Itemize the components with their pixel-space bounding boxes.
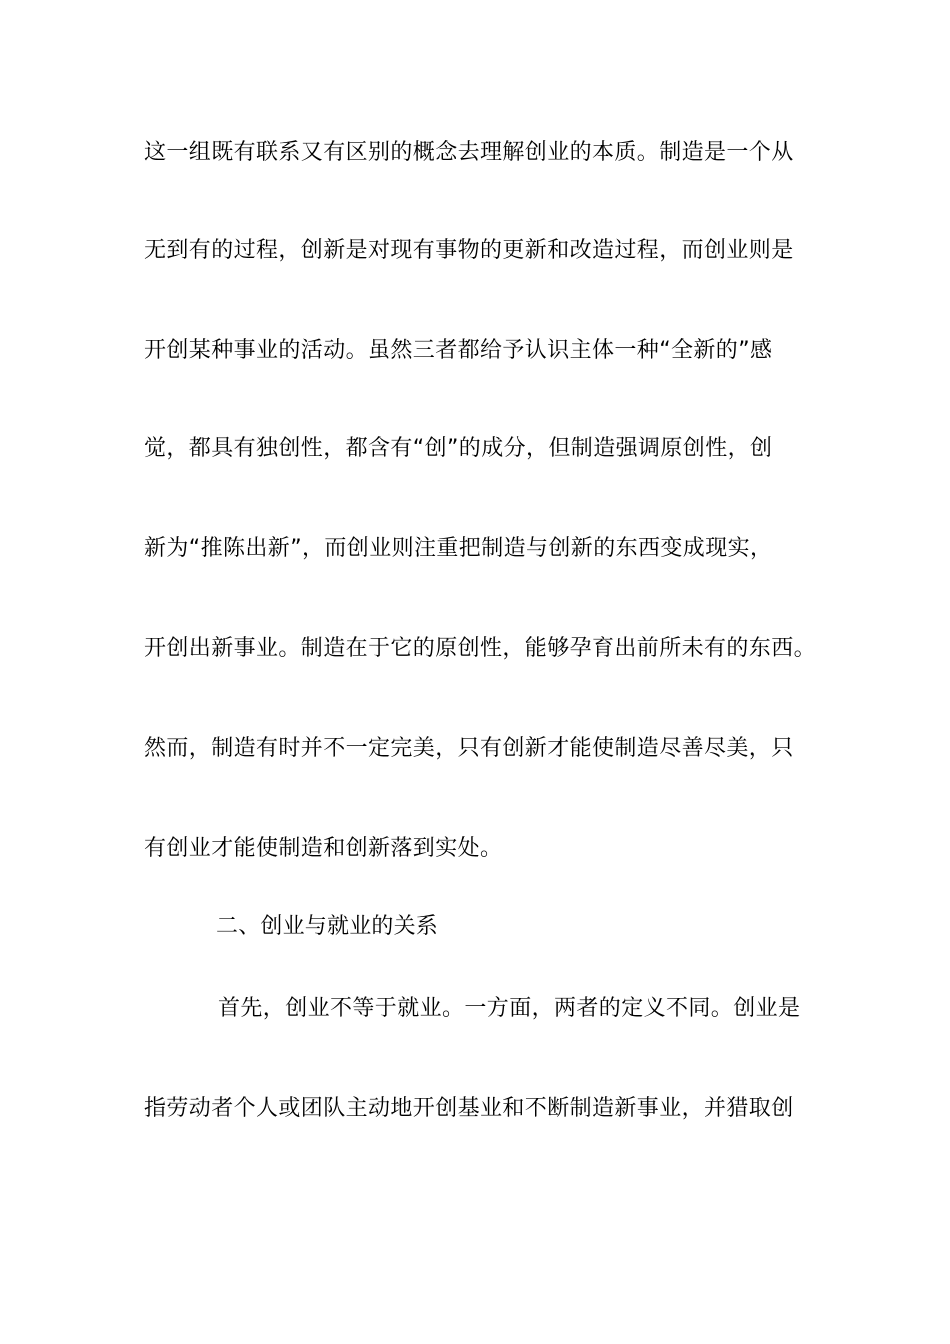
paragraph-line: 觉，都具有独创性，都含有“创”的成分，但制造强调原创性，创 [144,436,773,461]
paragraph-line: 有创业才能使制造和创新落到实处。 [144,836,503,861]
paragraph-line: 这一组既有联系又有区别的概念去理解创业的本质。制造是一个从 [144,140,794,165]
paragraph-line: 新为“推陈出新”，而创业则注重把制造与创新的东西变成现实， [144,536,773,561]
section-heading: 二、创业与就业的关系 [216,914,439,939]
paragraph-line: 无到有的过程，创新是对现有事物的更新和改造过程，而创业则是 [144,238,794,263]
paragraph-line: 指劳动者个人或团队主动地开创基业和不断制造新事业，并猎取创 [144,1096,794,1121]
paragraph-line: 开创出新事业。制造在于它的原创性，能够孕育出前所未有的东西。 [144,636,817,661]
paragraph-line: 然而，制造有时并不一定完美，只有创新才能使制造尽善尽美，只 [144,736,794,761]
paragraph-line: 开创某种事业的活动。虽然三者都给予认识主体一种“全新的”感 [144,338,773,363]
paragraph-line: 首先，创业不等于就业。一方面，两者的定义不同。创业是 [218,996,801,1021]
